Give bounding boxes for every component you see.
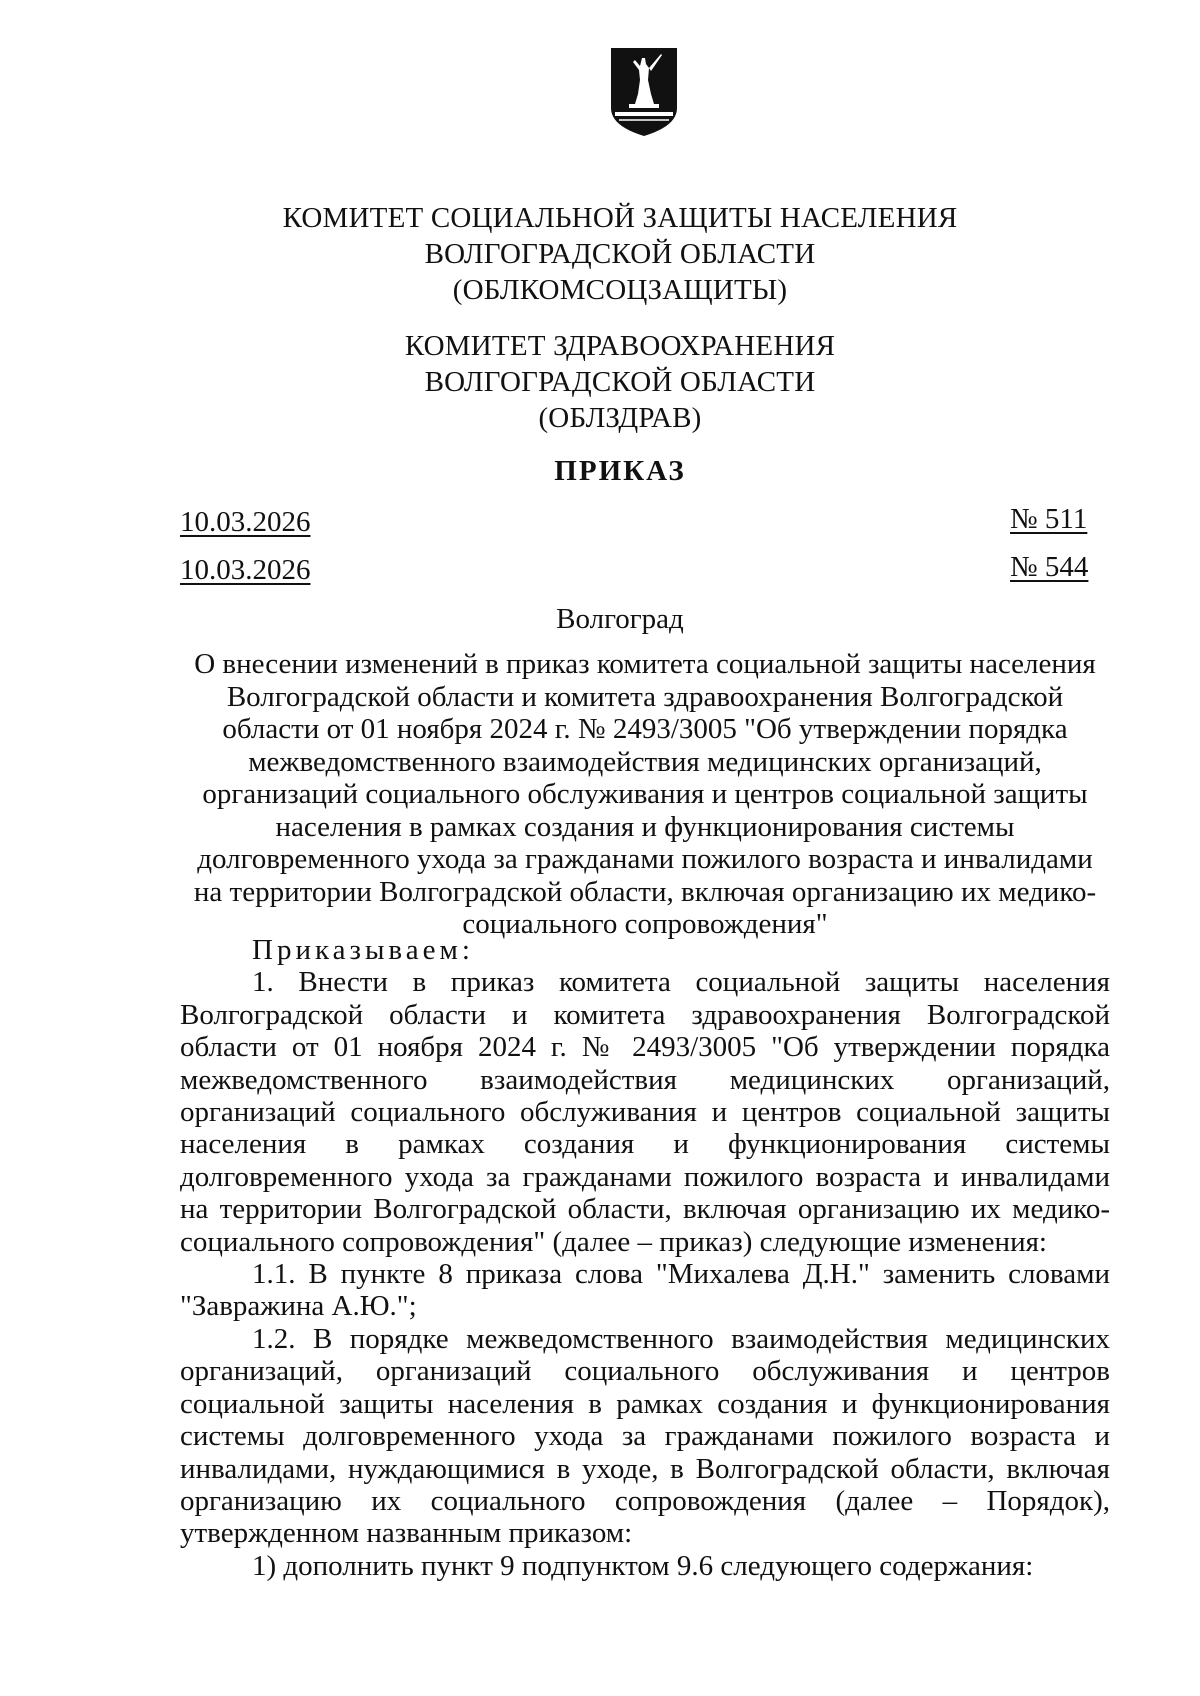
item-1-2: 1.2. В порядке межведомственного взаимодействия медицинских организаций, организаций социального обслуживания и центров социальной защиты населения в рамках создания и функционирования системы долговременного ухода за гражданами пожилого возраста и инвалидами, нуждающимися в уходе, в Волгоградской области, включая организацию их социального сопровождения (далее – Порядок), утвержденном названным приказом: [180,1322,1110,1550]
committee1-line1: КОМИТЕТ СОЦИАЛЬНОЙ ЗАЩИТЫ НАСЕЛЕНИЯ [282,202,958,234]
city-name: Волгоград [556,603,684,635]
committee2-line1: КОМИТЕТ ЗДРАВООХРАНЕНИЯ [404,330,836,362]
document-type-title: ПРИКАЗ [554,455,686,487]
committee-healthcare [200,328,1040,436]
order-date-1: 10.03.2026 [180,506,311,538]
order-number-1: № 511 [1010,503,1088,535]
order-phrase: Приказываем: [252,934,474,966]
order-subject: О внесении изменений в приказ комитета социальной защиты населения Волгоградской области и комитета здравоохранения Волгоградской области от 01 ноября 2024 г. № 2493/3005 "Об утверждении порядка межведомственного взаимодействия медицинских организаций, организаций социального обслуживания и центров социальной защиты населения в рамках создания и функционирования системы долговременного ухода за гражданами пожилого возраста и инвалидами на территории Волгоградской области, включая организацию их медико-социального сопровождения" [193,648,1097,940]
order-body [180,934,1110,1582]
committee2-line2: ВОЛГОГРАДСКОЙ ОБЛАСТИ [424,366,816,398]
committee1-line3: (ОБЛКОМСОЦЗАЩИТЫ) [452,274,788,306]
item-1: 1. Внести в приказ комитета социальной защиты населения Волгоградской области и комитета здравоохранения Волгоградской области от 01 ноября 2024 г. № 2493/3005 "Об утверждении порядка межведомственного взаимодействия медицинских организаций, организаций социального обслуживания и центров социальной защиты населения в рамках создания и функционирования системы долговременного ухода за гражданами пожилого возраста и инвалидами на территории Волгоградской области, включая организацию их медико-социального сопровождения" (далее – приказ) следующие изменения: [180,966,1110,1258]
order-date-2: 10.03.2026 [180,554,311,586]
item-1-1: 1.1. В пункте 8 приказа слова "Михалева Д.Н." заменить словами "Завражина А.Ю."; [180,1258,1110,1323]
committee-social-protection [200,200,1040,308]
committee2-line3: (ОБЛЗДРАВ) [538,402,702,434]
order-number-2: № 544 [1010,551,1089,583]
committee1-line2: ВОЛГОГРАДСКОЙ ОБЛАСТИ [424,238,816,270]
coat-of-arms-emblem [609,46,679,138]
item-1-2-1: 1) дополнить пункт 9 подпунктом 9.6 следующего содержания: [252,1549,1034,1582]
